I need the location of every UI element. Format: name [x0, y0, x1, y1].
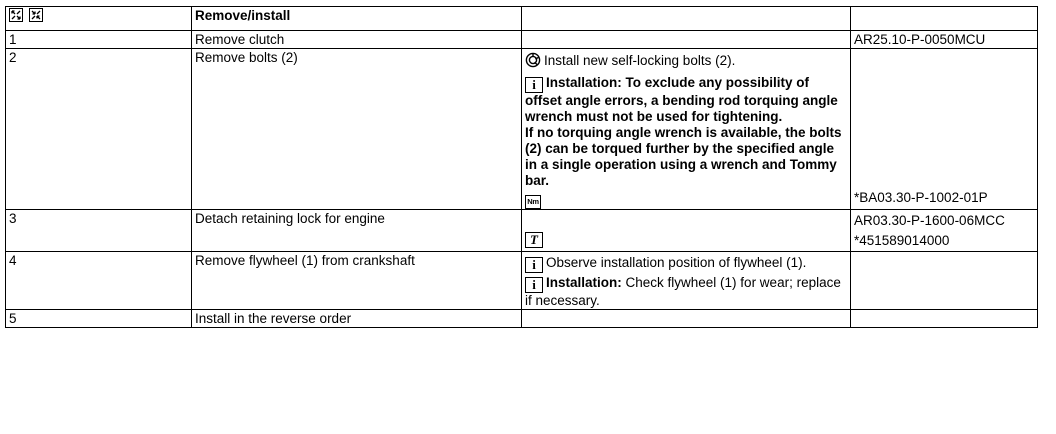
installation-text: Check flywheel (1) for wear; replace if necessary.: [525, 275, 841, 308]
table-row-5: [6, 310, 1038, 328]
step-number: 1: [6, 31, 192, 49]
table-header-row: [6, 7, 1038, 31]
table-row-2: [6, 49, 1038, 210]
step-reference: [851, 210, 1038, 252]
torque-icon-line: [525, 192, 847, 209]
installation-label: Installation:: [546, 275, 622, 290]
step-notes: [522, 310, 851, 328]
step-number: 3: [6, 210, 192, 252]
step-reference[interactable]: AR25.10-P-0050MCU: [851, 31, 1038, 49]
step-action: Remove flywheel (1) from crankshaft: [192, 252, 522, 310]
reference-2[interactable]: *451589014000: [854, 233, 950, 248]
torque-icon: Nm: [525, 195, 541, 209]
table-row-1: [6, 31, 1038, 49]
installation-note: [525, 75, 847, 125]
step-action: Install in the reverse order: [192, 310, 522, 328]
observe-note-text: Observe installation position of flywheel (1).: [546, 255, 807, 270]
table-row-3: [6, 210, 1038, 252]
info-icon: i: [525, 77, 543, 93]
step-notes: [522, 49, 851, 210]
step-number: 4: [6, 252, 192, 310]
step-notes: [522, 210, 851, 252]
step-notes: [522, 31, 851, 49]
step-notes: [522, 252, 851, 310]
header-icons-cell: [6, 7, 192, 31]
installation-label: Installation:: [546, 75, 622, 90]
torque-wrench-note: If no torquing angle wrench is available, the bolts (2) can be torqued further by the specified angle in a single operation using a wrench and Tommy bar.: [525, 125, 842, 188]
step-reference: [851, 49, 1038, 210]
info-icon: i: [525, 257, 543, 273]
reference-1[interactable]: AR03.30-P-1600-06MCC: [854, 213, 1005, 228]
observe-note: [525, 255, 847, 273]
header-notes-cell: [522, 7, 851, 31]
info-icon: i: [525, 277, 543, 293]
header-title: Remove/install: [192, 7, 522, 31]
header-ref-cell: [851, 7, 1038, 31]
step-action: Remove clutch: [192, 31, 522, 49]
bolt-note: [525, 52, 847, 69]
torque-reference[interactable]: *BA03.30-P-1002-01P: [854, 190, 988, 205]
step-number: 5: [6, 310, 192, 328]
step-reference: [851, 310, 1038, 328]
procedure-table: [5, 6, 1038, 328]
special-tool-icon: T: [525, 232, 543, 248]
step-number: 2: [6, 49, 192, 210]
step-action: Remove bolts (2): [192, 49, 522, 210]
step-reference: [851, 252, 1038, 310]
table-row-4: [6, 252, 1038, 310]
installation-text: To exclude any possibility of offset angle errors, a bending rod torquing angle wrench must not be used for tightening.: [525, 75, 838, 124]
collapse-icon[interactable]: [29, 8, 43, 22]
self-locking-bolt-icon: [525, 52, 541, 68]
step-action: Detach retaining lock for engine: [192, 210, 522, 252]
expand-icon[interactable]: [9, 8, 23, 22]
bolt-note-text: Install new self-locking bolts (2).: [544, 53, 736, 68]
installation-note: [525, 275, 847, 309]
